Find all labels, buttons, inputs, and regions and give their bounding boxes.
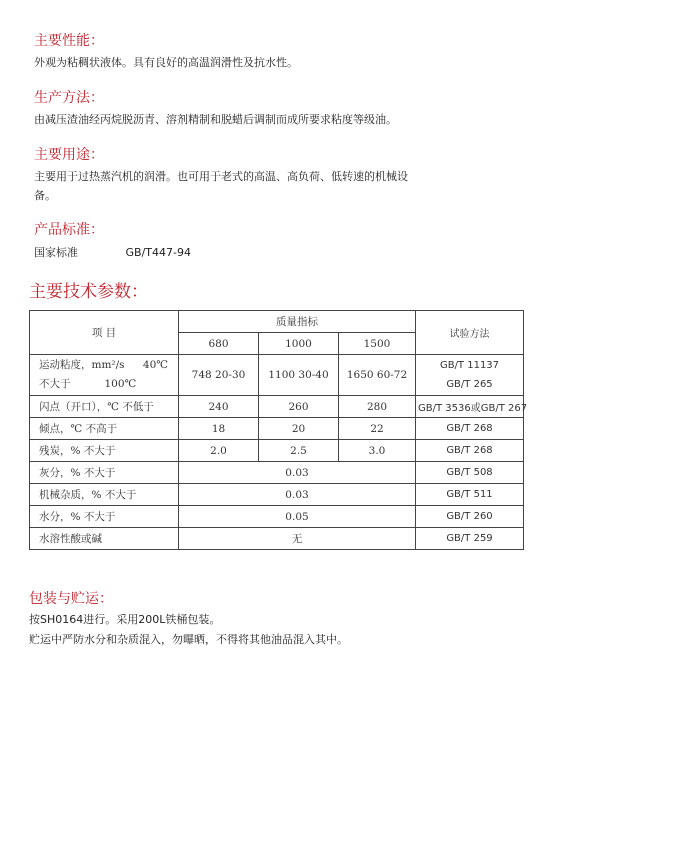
viscosity-label-line1: 运动粘度，mm²/s [39, 359, 125, 371]
standard-section [34, 221, 191, 260]
row-method: GB/T 259 [416, 528, 524, 550]
viscosity-value-1500: 1650 60-72 [339, 355, 416, 396]
header-method: 试验方法 [416, 311, 524, 355]
row-value: 0.05 [179, 506, 416, 528]
table-row [30, 484, 524, 506]
table-row [30, 506, 524, 528]
row-value: 22 [339, 418, 416, 440]
row-value: 20 [259, 418, 339, 440]
production-text: 由减压渣油经丙烷脱沥青、溶剂精制和脱蜡后调制而成所要求粘度等级油。 [34, 113, 397, 126]
performance-title: 主要性能： [34, 33, 104, 49]
table-row [30, 462, 524, 484]
standard-value: GB/T447-94 [125, 246, 191, 259]
usage-text: 主要用于过热蒸汽机的润滑。也可用于老式的高温、高负荷、低转速的机械设备。 [34, 170, 408, 202]
usage-section [34, 146, 412, 205]
viscosity-value-680: 748 20-30 [179, 355, 259, 396]
row-label: 残炭，% 不大于 [30, 440, 179, 462]
row-label: 倾点，℃ 不高于 [30, 418, 179, 440]
viscosity-value-1000: 1100 30-40 [259, 355, 339, 396]
production-section [34, 89, 454, 129]
performance-text: 外观为粘稠状液体。具有良好的高温润滑性及抗水性。 [34, 56, 298, 69]
specs-title: 主要技术参数： [29, 282, 148, 302]
packaging-line2: 贮运中严防水分和杂质混入，勿曝晒，不得将其他油品混入其中。 [29, 633, 348, 646]
row-value: 18 [179, 418, 259, 440]
row-method: GB/T 268 [416, 440, 524, 462]
production-title: 生产方法： [34, 90, 104, 106]
viscosity-method-line1: GB/T 11137 [439, 360, 500, 371]
grade-680: 680 [179, 333, 259, 355]
row-value: 2.0 [179, 440, 259, 462]
header-item: 项 目 [30, 311, 179, 355]
row-label: 水分，% 不大于 [30, 506, 179, 528]
viscosity-temp2: 100℃ [104, 378, 137, 390]
standard-title: 产品标准： [34, 222, 104, 238]
row-value: 280 [339, 396, 416, 418]
row-label: 机械杂质，% 不大于 [30, 484, 179, 506]
row-value: 无 [179, 528, 416, 550]
viscosity-label [30, 355, 179, 396]
row-value: 3.0 [339, 440, 416, 462]
row-method: GB/T 268 [416, 418, 524, 440]
row-value: 0.03 [179, 484, 416, 506]
row-method: GB/T 3536或GB/T 267 [416, 396, 524, 418]
table-row [30, 440, 524, 462]
table-row [30, 355, 524, 396]
row-label: 闪点（开口），℃ 不低于 [30, 396, 179, 418]
grade-1000: 1000 [259, 333, 339, 355]
viscosity-method-line2: GB/T 265 [446, 379, 493, 390]
packaging-title: 包装与贮运： [29, 591, 113, 607]
table-row [30, 528, 524, 550]
row-label: 灰分，% 不大于 [30, 462, 179, 484]
header-quality: 质量指标 [179, 311, 416, 333]
row-method: GB/T 508 [416, 462, 524, 484]
spec-table [29, 310, 528, 550]
performance-section [34, 32, 414, 72]
packaging-line1: 按SH0164进行。采用200L铁桶包装。 [29, 613, 221, 626]
row-method: GB/T 260 [416, 506, 524, 528]
standard-label: 国家标准 [34, 246, 78, 259]
row-value: 2.5 [259, 440, 339, 462]
table-row [30, 396, 524, 418]
row-method: GB/T 511 [416, 484, 524, 506]
row-value: 240 [179, 396, 259, 418]
packaging-section [29, 590, 529, 650]
viscosity-method [416, 355, 524, 396]
usage-title: 主要用途： [34, 147, 104, 163]
row-value: 0.03 [179, 462, 416, 484]
standard-row [34, 244, 191, 260]
viscosity-label-line2: 不大于 [39, 378, 71, 390]
viscosity-temp1: 40℃ [142, 359, 168, 371]
row-label: 水溶性酸或碱 [30, 528, 179, 550]
table-row [30, 418, 524, 440]
grade-1500: 1500 [339, 333, 416, 355]
row-value: 260 [259, 396, 339, 418]
